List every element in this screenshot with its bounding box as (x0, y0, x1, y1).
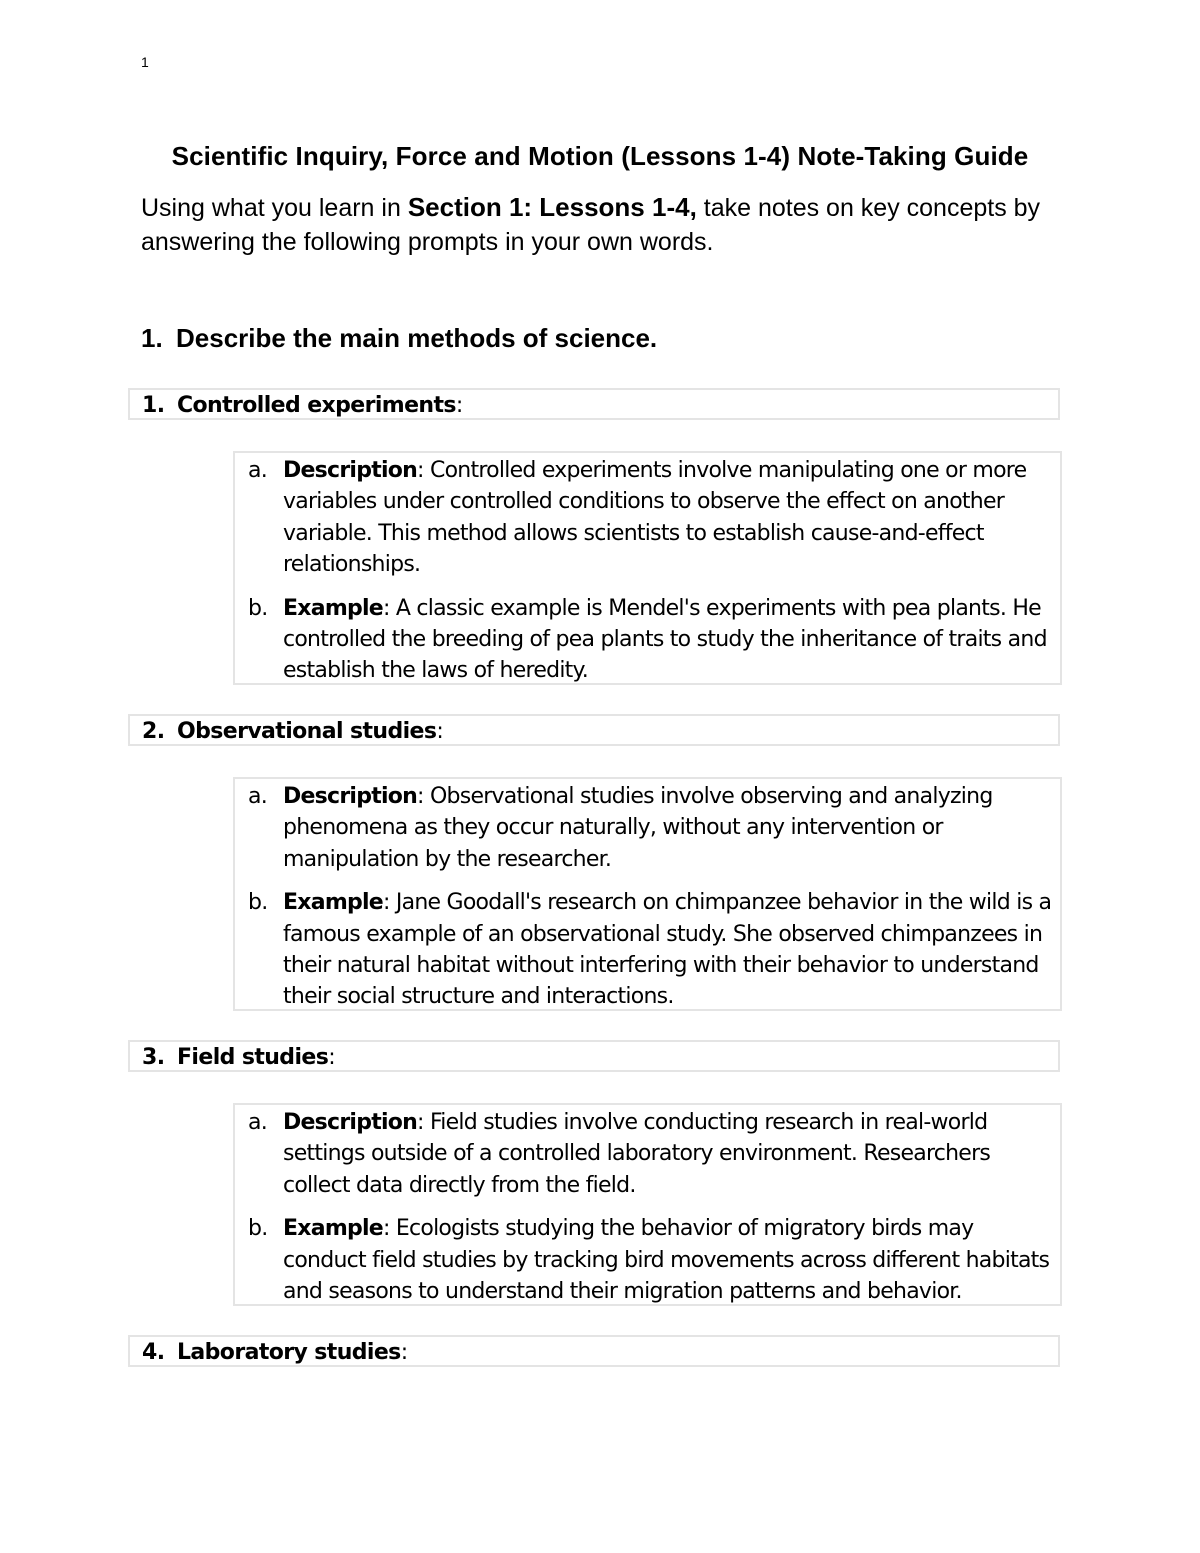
list-letter: b. (248, 1216, 268, 1242)
method-heading-box[interactable] (128, 1040, 1060, 1072)
method-name: Laboratory studies (177, 1340, 401, 1365)
method-name: Field studies (177, 1045, 329, 1070)
method-colon: : (436, 719, 444, 744)
description-label: Description (283, 1110, 418, 1135)
method-number: 3. (142, 1045, 165, 1070)
page-number: 1 (141, 54, 149, 70)
method-detail-box[interactable] (233, 1103, 1062, 1306)
example-label: Example (283, 890, 383, 916)
example-text: : Jane Goodall's research on chimpanzee behavior in the wild is a famous example of an observational study. She observed chimpanzees in their natural habitat without interfering with their behavior to understand their social structure and interactions. (283, 890, 1052, 1010)
method-heading-box[interactable] (128, 1335, 1060, 1367)
question-heading (141, 323, 657, 354)
method-number: 4. (142, 1340, 165, 1365)
question-number: 1. (141, 323, 163, 353)
description-item (235, 455, 1060, 581)
list-letter: a. (248, 458, 267, 483)
description-text: : Field studies involve conducting research in real-world settings outside of a controlled laboratory environment. Researchers collect data directly from the field. (283, 1110, 991, 1198)
description-item (235, 781, 1060, 875)
method-number: 1. (142, 393, 165, 418)
list-letter: a. (248, 784, 267, 809)
method-heading-box[interactable] (128, 714, 1060, 746)
list-letter: a. (248, 1110, 267, 1135)
example-text: : A classic example is Mendel's experiments with pea plants. He controlled the breeding of pea plants to study the inheritance of traits and establish the laws of heredity. (283, 595, 1047, 684)
description-text: : Observational studies involve observing and analyzing phenomena as they occur naturally, without any intervention or manipulation by the researcher. (283, 784, 993, 872)
method-colon: : (328, 1045, 336, 1070)
method-number: 2. (142, 719, 165, 744)
method-name: Observational studies (177, 719, 437, 744)
document-title: Scientific Inquiry, Force and Motion (Lessons 1-4) Note-Taking Guide (171, 141, 1029, 171)
example-item (235, 887, 1060, 1013)
example-item (235, 1213, 1060, 1307)
example-label: Example (283, 1216, 383, 1242)
method-detail-box[interactable] (233, 451, 1062, 685)
intro-section-reference: Section 1: Lessons 1-4, (407, 192, 697, 222)
method-heading-box[interactable] (128, 388, 1060, 420)
question-text: Describe the main methods of science. (176, 323, 658, 353)
description-item (235, 1107, 1060, 1201)
method-colon: : (455, 393, 463, 418)
intro-text-after: take notes on key concepts by answering the following prompts in your own words. (141, 194, 1041, 256)
example-label: Example (283, 595, 383, 621)
description-label: Description (283, 458, 418, 483)
method-name: Controlled experiments (177, 393, 456, 418)
method-colon: : (400, 1340, 408, 1365)
list-letter: b. (248, 595, 268, 621)
example-item (235, 593, 1060, 687)
example-text: : Ecologists studying the behavior of migratory birds may conduct field studies by tracking bird movements across different habitats and seasons to understand their migration patterns and behavior. (283, 1216, 1050, 1305)
method-detail-box[interactable] (233, 777, 1062, 1011)
list-letter: b. (248, 890, 268, 916)
intro-text-before: Using what you learn in (141, 194, 408, 222)
description-label: Description (283, 784, 418, 809)
intro-paragraph (141, 190, 1041, 259)
description-text: : Controlled experiments involve manipulating one or more variables under controlled conditions to observe the effect on another variable. This method allows scientists to establish cause-and-effect relationships. (283, 458, 1027, 578)
